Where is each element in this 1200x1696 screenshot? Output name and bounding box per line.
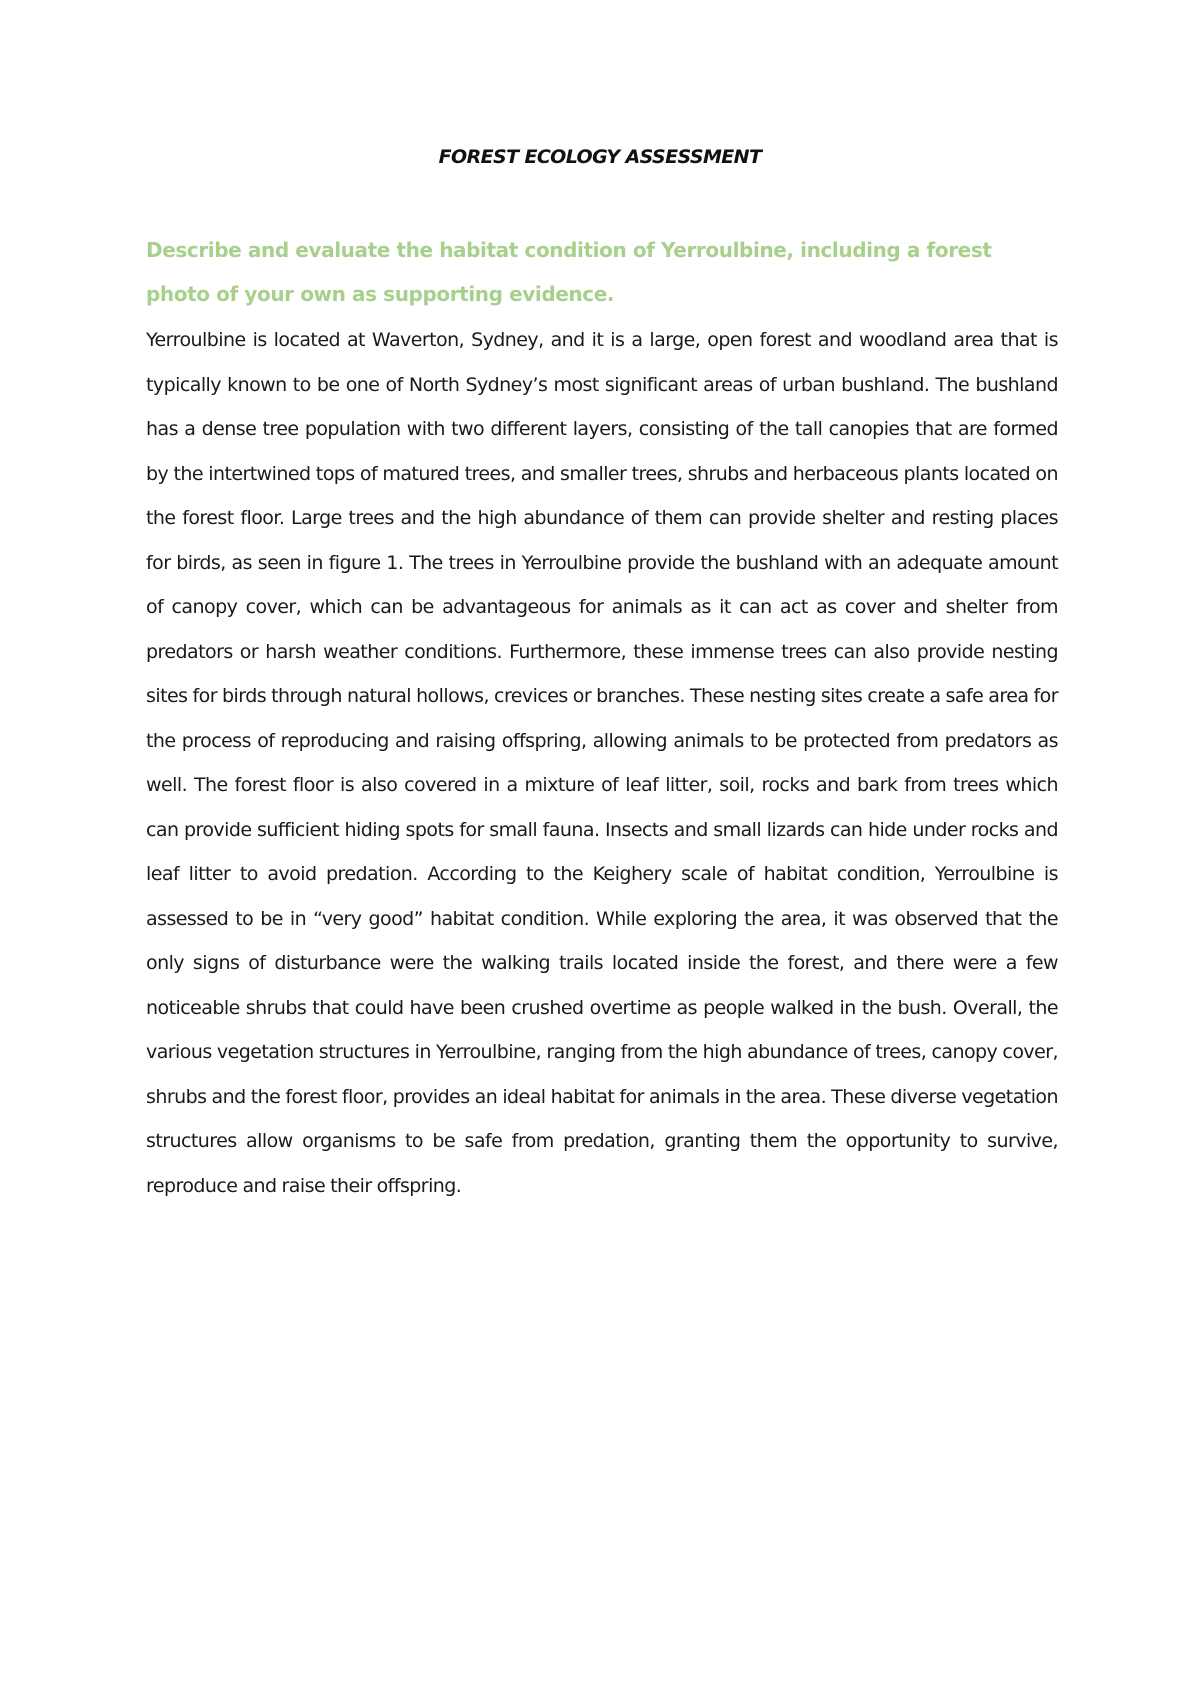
- document-title: FOREST ECOLOGY ASSESSMENT: [438, 146, 762, 168]
- body-paragraph: Yerroulbine is located at Waverton, Sydney, and it is a large, open forest and woodland area that is typically known to be one of North Sydney’s most significant areas of urban bushland. The bushland has a dense tree population with two different layers, consisting of the tall canopies that are formed by the intertwined tops of matured trees, and smaller trees, shrubs and herbaceous plants located on the forest floor. Large trees and the high abundance of them can provide shelter and resting places for birds, as seen in figure 1. The trees in Yerroulbine provide the bushland with an adequate amount of canopy cover, which can be advantageous for animals as it can act as cover and shelter from predators or harsh weather conditions. Furthermore, these immense trees can also provide nesting sites for birds through natural hollows, crevices or branches. These nesting sites create a safe area for the process of reproducing and raising offspring, allowing animals to be protected from predators as well. The forest floor is also covered in a mixture of leaf litter, soil, rocks and bark from trees which can provide sufficient hiding spots for small fauna. Insects and small lizards can hide under rocks and leaf litter to avoid predation. According to the Keighery scale of habitat condition, Yerroulbine is assessed to be in “very good” habitat condition. While exploring the area, it was observed that the only signs of disturbance were the walking trails located inside the forest, and there were a few noticeable shrubs that could have been crushed overtime as people walked in the bush. Overall, the various vegetation structures in Yerroulbine, ranging from the high abundance of trees, canopy cover, shrubs and the forest floor, provides an ideal habitat for animals in the area. These diverse vegetation structures allow organisms to be safe from predation, granting them the opportunity to survive, reproduce and raise their offspring.: [146, 329, 1058, 1197]
- section-heading: Describe and evaluate the habitat condition of Yerroulbine, including a forest photo of your own as supporting evidence.: [146, 238, 992, 306]
